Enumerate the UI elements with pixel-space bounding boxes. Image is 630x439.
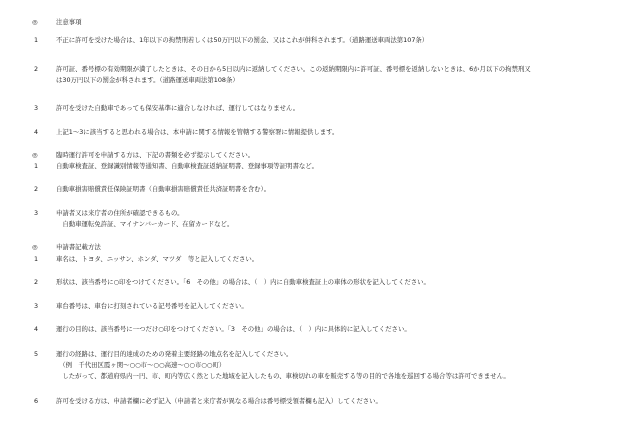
item-number: 1 — [34, 36, 39, 44]
item-text: 不正に許可を受けた場合は、1年以下の拘禁刑若しくは50万円以下の罰金、又はこれが併科されます。（道路運送車両法第107条） — [56, 36, 429, 44]
section-heading-notes: 注意事項 — [56, 18, 82, 26]
section-heading-documents: 臨時運行許可を申請する方は、下記の書類を必ず提示してください。 — [56, 151, 255, 159]
item-text: は30万円以下の罰金が科されます。（道路運送車両法第108条） — [56, 76, 239, 84]
item-number: 6 — [34, 397, 39, 405]
item-number: 3 — [34, 104, 39, 112]
item-number: 5 — [34, 350, 39, 358]
item-text: 上記1〜3に該当すると思われる場合は、本申請に関する情報を管轄する警察署に情報提供します。 — [56, 128, 339, 136]
item-text: 形状は、該当番号に○印をつけてください。「6 その他」の場合は、（ ）内に自動車検査証上の車体の形状を記入してください。 — [56, 278, 430, 286]
item-number: 4 — [34, 325, 39, 333]
item-text: 自動車損害賠償責任保険証明書（自動車損害賠償責任共済証明書を含む）。 — [56, 185, 271, 193]
item-number: 2 — [34, 65, 39, 73]
item-text: （例 千代田区霞ヶ関〜○○市〜○○高速〜○○市○○町） — [56, 361, 226, 369]
item-number: 1 — [34, 162, 39, 170]
item-number: 1 — [34, 255, 39, 263]
item-text: 許可証、番号標の有効期限が満了したときは、その日から5日以内に返納してください。この返納期限内に許可証、番号標を返納しないときは、6か月以下の拘禁刑又 — [56, 65, 531, 73]
section-heading-method: 申請書記載方法 — [56, 243, 101, 251]
item-number: 2 — [34, 185, 39, 193]
item-number: 3 — [34, 302, 39, 310]
section-mark: ◎ — [32, 18, 38, 26]
item-text: 自動車検査証、登録識別情報等通知書、自動車検査証返納証明書、登録事項等証明書など。 — [56, 162, 319, 170]
item-number: 3 — [34, 209, 39, 217]
item-number: 4 — [34, 128, 39, 136]
item-text: 許可を受けた自動車であっても保安基準に適合しなければ、運行してはなりません。 — [56, 104, 300, 112]
section-mark: ◎ — [32, 243, 38, 251]
item-text: 運行の経路は、運行目的達成のための発着主要経路の地点名を記入してください。 — [56, 350, 293, 358]
item-text: したがって、都道府県内一円、市、町内等広く然とした地域を記入したもの、車検切れの車を販売する等の目的で各地を巡回する場合等は許可できません。 — [56, 372, 510, 380]
item-text: 許可を受ける方は、申請者欄に必ず記入（申請者と来庁者が異なる場合は番号標受領者欄も記入）してください。 — [56, 397, 382, 405]
item-text: 車名は、トヨタ、ニッサン、ホンダ、マツダ 等と記入してください。 — [56, 255, 259, 263]
section-mark: ◎ — [32, 151, 38, 159]
item-text: 車台番号は、車台に打刻されている記号番号を記入してください。 — [56, 302, 248, 310]
item-text: 運行の目的は、該当番号に一つだけ○印をつけてください。「3 その他」の場合は、（ ）内に具体的に記入してください。 — [56, 325, 411, 333]
item-text: 申請者又は来庁者の住所が確認できるもの。 — [56, 209, 184, 217]
item-number: 2 — [34, 278, 39, 286]
item-text: 自動車運転免許証、マイナンバーカード、在留カードなど。 — [56, 220, 234, 228]
